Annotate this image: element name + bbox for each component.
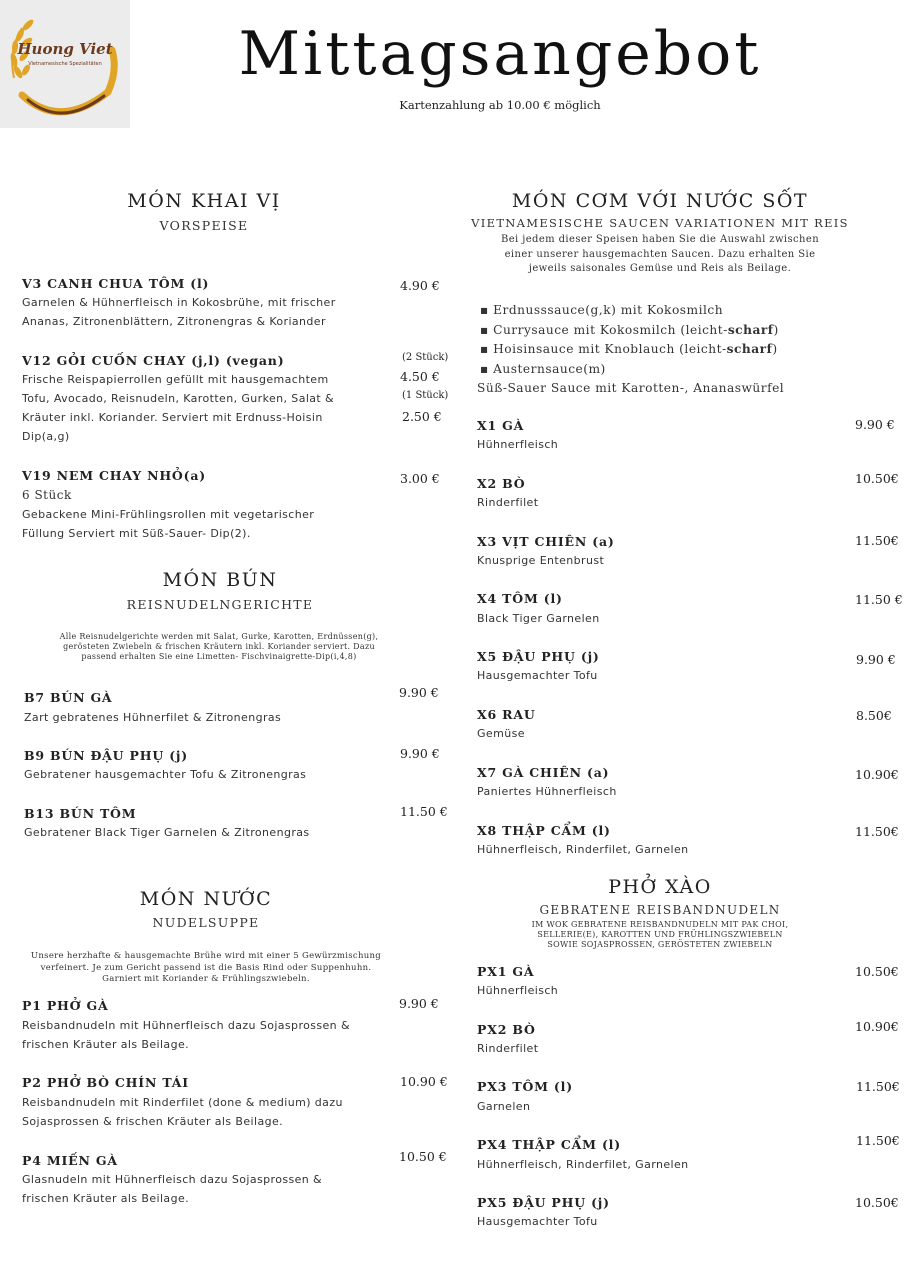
section-note-bun: Alle Reisnudelgerichte werden mit Salat, Gurke, Karotten, Erdnüssen(g), gerösteten Zwiebeln & frischen Kräutern inkl. Koriander serviert. Dazu passend erhalten Sie eine Limetten- Fischvinaigrette-Dip(i,4,8) xyxy=(59,632,379,661)
menu-item-price: 4.50 € xyxy=(400,369,440,384)
menu-item-price: 9.90 € xyxy=(399,685,439,700)
menu-item-price: 10.50€ xyxy=(855,1195,899,1210)
section-subtitle-bun: REISNUDELNGERICHTE xyxy=(126,597,314,612)
logo-name: Huong Viet xyxy=(17,40,113,58)
menu-item-description: Reisbandnudeln mit Rinderfilet (done & medium) dazu Sojasprossen & frischen Kräuter als Beilage. xyxy=(22,1096,343,1128)
menu-item-price: 10.50€ xyxy=(855,964,899,979)
menu-item-price: 10.90 € xyxy=(400,1074,448,1089)
menu-item-price: 11.50€ xyxy=(856,1133,900,1148)
section-title-khai-vi: MÓN KHAI VỊ xyxy=(127,190,281,212)
logo-tagline: Vietnamesische Spezialitäten xyxy=(28,61,102,67)
menu-item-name: PX1 GÀ xyxy=(477,964,535,979)
menu-item-price: 8.50€ xyxy=(856,708,892,723)
sauce-options: ▪ Erdnusssauce(g,k) mit Kokosmilch ▪ Currysauce mit Kokosmilch (leicht-scharf) ▪ Hoisinsauce mit Knoblauch (leicht-scharf) ▪ Austernsauce(m) Süß-Sauer Sauce mit Karotten-, Ananaswürfel xyxy=(477,303,785,395)
menu-item-name: X6 RAU xyxy=(477,707,536,722)
menu-item-price-note: (2 Stück) xyxy=(402,352,449,363)
menu-item-price: 3.00 € xyxy=(400,471,440,486)
menu-item-price: 11.50€ xyxy=(856,1079,900,1094)
menu-item-price: 9.90 € xyxy=(856,652,896,667)
menu-item-count: 6 Stück xyxy=(22,488,72,502)
menu-item-description: Hühnerfleisch, Rinderfilet, Garnelen xyxy=(477,843,689,856)
menu-item-description: Garnelen xyxy=(477,1100,531,1113)
section-subtitle-khai-vi: VORSPEISE xyxy=(159,218,249,233)
menu-item-description: Gebratener hausgemachter Tofu & Zitronengras xyxy=(24,768,307,781)
menu-item-name: V12 GỎI CUỐN CHAY (j,l) (vegan) xyxy=(22,353,285,368)
menu-item-description: Frische Reispapierrollen gefüllt mit hausgemachtem Tofu, Avocado, Reisnudeln, Karotten, Gurken, Salat & Kräuter inkl. Koriander. Serviert mit Erdnuss-Hoisin Dip(a,g) xyxy=(22,373,335,443)
menu-item-description: Hausgemachter Tofu xyxy=(477,1215,598,1228)
section-title-nuoc: MÓN NƯỚC xyxy=(139,888,273,910)
section-title-bun: MÓN BÚN xyxy=(162,569,278,591)
menu-item-description: Gebratener Black Tiger Garnelen & Zitronengras xyxy=(24,826,310,839)
menu-item-description: Paniertes Hühnerfleisch xyxy=(477,785,617,798)
menu-item-description: Reisbandnudeln mit Hühnerfleisch dazu Sojasprossen & frischen Kräuter als Beilage. xyxy=(22,1019,350,1051)
menu-item-price: 10.90€ xyxy=(855,767,899,782)
menu-item-price: 9.90 € xyxy=(855,417,895,432)
menu-item-description: Garnelen & Hühnerfleisch in Kokosbrühe, mit frischer Ananas, Zitronenblättern, Zitronengras & Koriander xyxy=(22,296,336,328)
sauce-option: ▪ Currysauce mit Kokosmilch (leicht- xyxy=(480,322,728,337)
menu-item-price: 9.90 € xyxy=(399,996,439,1011)
menu-item-name: X5 ĐẬU PHỤ (j) xyxy=(477,649,600,664)
menu-item-name: PX2 BÒ xyxy=(477,1022,536,1037)
menu-item-description: Zart gebratenes Hühnerfilet & Zitronengras xyxy=(24,711,282,724)
section-subtitle-com: VIETNAMESISCHE SAUCEN VARIATIONEN MIT REIS xyxy=(471,216,849,230)
menu-item-name: X2 BÒ xyxy=(477,476,526,491)
menu-item-price: 11.50 € xyxy=(400,804,448,819)
menu-item-description: Glasnudeln mit Hühnerfleisch dazu Sojasprossen & frischen Kräuter als Beilage. xyxy=(22,1173,323,1205)
menu-item-description: Black Tiger Garnelen xyxy=(477,612,600,625)
menu-item-description: Rinderfilet xyxy=(477,496,539,509)
menu-item-price: 10.50 € xyxy=(399,1149,447,1164)
menu-item-price: 9.90 € xyxy=(400,746,440,761)
menu-item-description: Gemüse xyxy=(477,727,525,740)
menu-item-price: 4.90 € xyxy=(400,278,440,293)
menu-item-name: P2 PHỞ BÒ CHÍN TÁI xyxy=(22,1075,189,1090)
menu-item-description: Rinderfilet xyxy=(477,1042,539,1055)
menu-item-name: PX5 ĐẬU PHỤ (j) xyxy=(477,1195,610,1210)
menu-item-price: 11.50 € xyxy=(855,592,903,607)
menu-item-price: 11.50€ xyxy=(855,824,899,839)
menu-item-name: B7 BÚN GÀ xyxy=(24,690,113,705)
payment-note: Kartenzahlung ab 10.00 € möglich xyxy=(399,98,601,112)
menu-item-name: B9 BÚN ĐẬU PHỤ (j) xyxy=(24,748,188,763)
menu-item-name: P1 PHỞ GÀ xyxy=(22,998,109,1013)
restaurant-logo xyxy=(0,0,130,128)
section-note-com: Bei jedem dieser Speisen haben Sie die Auswahl zwischen einer unserer hausgemachten Saucen. Dazu erhalten Sie jeweils saisonales Gemüse und Reis als Beilage. xyxy=(500,234,820,274)
section-subtitle-pho-xao: GEBRATENE REISBANDNUDELN xyxy=(539,903,781,917)
section-subtitle-nuoc: NUDELSUPPE xyxy=(152,915,260,930)
menu-item-price: 2.50 € xyxy=(402,409,442,424)
menu-item-name: PX3 TÔM (l) xyxy=(477,1079,573,1094)
menu-item-name: X4 TÔM (l) xyxy=(477,591,563,606)
menu-item-price-note: (1 Stück) xyxy=(402,390,449,401)
section-title-pho-xao: PHỞ XÀO xyxy=(608,876,712,898)
sauce-option: ▪ Hoisinsauce mit Knoblauch (leicht- xyxy=(480,342,727,356)
sauce-option: Süß-Sauer Sauce mit Karotten-, Ananaswürfel xyxy=(477,381,785,395)
menu-item-description: Hühnerfleisch xyxy=(477,438,559,451)
menu-item-name: B13 BÚN TÔM xyxy=(24,806,137,821)
menu-item-description: Knusprige Entenbrust xyxy=(477,554,605,567)
menu-item-name: X3 VỊT CHIÊN (a) xyxy=(477,534,615,549)
menu-item-description: Hühnerfleisch, Rinderfilet, Garnelen xyxy=(477,1158,689,1171)
menu-item-name: X1 GÀ xyxy=(477,418,525,433)
menu-item-name: X7 GÀ CHIÊN (a) xyxy=(477,765,610,780)
menu-item-name: X8 THẬP CẨM (l) xyxy=(477,823,611,838)
menu-item-name: V3 CANH CHUA TÔM (l) xyxy=(22,276,210,291)
menu-item-price: 11.50€ xyxy=(855,533,899,548)
menu-item-description: Gebackene Mini-Frühlingsrollen mit vegetarischer Füllung Serviert mit Süß-Sauer- Dip(2). xyxy=(22,508,315,540)
sauce-option: ▪ Erdnusssauce(g,k) mit Kokosmilch xyxy=(480,303,724,317)
menu-item-description: Hühnerfleisch xyxy=(477,984,559,997)
page-title: Mittagsangebot xyxy=(238,19,762,89)
sauce-option: ▪ Austernsauce(m) xyxy=(480,361,606,376)
menu-item-description: Hausgemachter Tofu xyxy=(477,669,598,682)
menu-item-name: P4 MIẾN GÀ xyxy=(22,1153,118,1168)
section-title-com: MÓN CƠM VỚI NƯỚC SỐT xyxy=(511,190,809,212)
section-note-pho-xao: IM WOK GEBRATENE REISBANDNUDELN MIT PAK CHOI, SELLERIE(E), KAROTTEN UND FRÜHLINGSZWIEBELN SOWIE SOJASPROSSEN, GERÖSTETEN ZWIEBELN xyxy=(531,920,789,949)
section-note-nuoc: Unsere herzhafte & hausgemachte Brühe wird mit einer 5 Gewürzmischung verfeinert. Je zum Gericht passend ist die Basis Rind oder Suppenhuhn. Garniert mit Koriander & Frühlingszwiebeln. xyxy=(30,951,382,984)
menu-item-price: 10.90€ xyxy=(855,1019,899,1034)
menu-item-name: PX4 THẬP CẨM (l) xyxy=(477,1137,621,1152)
menu-item-price: 10.50€ xyxy=(855,471,899,486)
menu-item-name: V19 NEM CHAY NHỎ(a) xyxy=(22,468,206,483)
